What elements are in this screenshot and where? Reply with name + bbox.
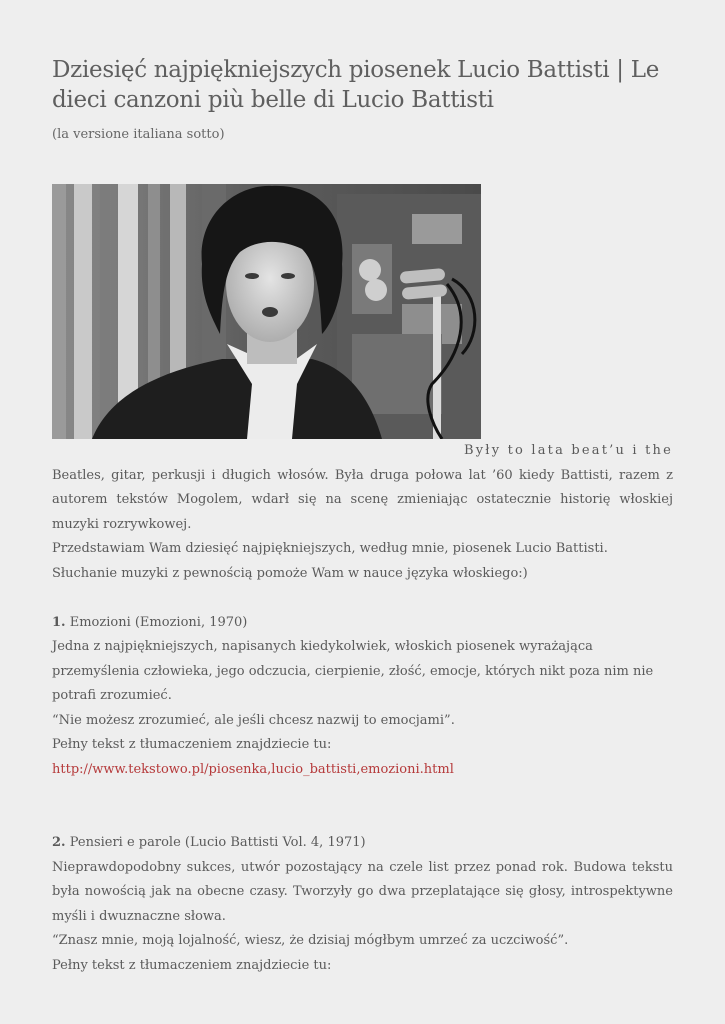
lyrics-label: Pełny tekst z tłumaczeniem znajdziecie tu: <box>52 957 332 973</box>
song-description: Jedna z najpiękniejszych, napisanych kiedykolwiek, włoskich piosenek wyrażająca przemyślenia człowieka, jego odczucia, cierpienie, złość, emocje, których nikt poza nim nie potrafi zrozumieć. <box>52 639 654 703</box>
intro-line: Były to lata beat’u i the <box>464 443 673 458</box>
song-quote: “Znasz mnie, moją lojalność, wiesz, że dzisiaj mógłbym umrzeć za uczciwość”. <box>52 933 569 948</box>
subtitle: (la versione italiana sotto) <box>52 127 225 142</box>
artist-photo <box>52 184 481 439</box>
song-number: 1. <box>52 614 66 630</box>
page-title: Dziesięć najpiękniejszych piosenek Lucio Battisti | Le dieci canzoni più belle di Lucio Battisti <box>52 57 660 113</box>
song-title: Emozioni (Emozioni, 1970) <box>69 614 248 630</box>
intro-paragraph-2: Przedstawiam Wam dziesięć najpiękniejszych, według mnie, piosenek Lucio Battisti. Słuchanie muzyki z pewnością pomoże Wam w nauce języka włoskiego:) <box>52 541 608 581</box>
song-quote: “Nie możesz zrozumieć, ale jeśli chcesz nazwij to emocjami”. <box>52 712 455 728</box>
lyrics-label: Pełny tekst z tłumaczeniem znajdziecie tu: <box>52 737 332 752</box>
song-number: 2. <box>52 835 66 850</box>
song-description: Nieprawdopodobny sukces, utwór pozostający na czele list przez ponad rok. Budowa tekstu była nowością jak na obecne czasy. Tworzyły go dwa przeplatające się głosy, introspektywne myśli i dwuznaczne słowa. <box>52 859 673 924</box>
intro-paragraph: Beatles, gitar, perkusji i długich włosów. Była druga połowa lat ’60 kiedy Battisti, razem z autorem tekstów Mogolem, wdarł się na scenę zmieniając ostatecznie historię włoskiej muzyki rozrywkowej. <box>52 467 673 532</box>
song-heading <box>52 611 673 636</box>
song-heading <box>52 831 673 856</box>
song-title: Pensieri e parole (Lucio Battisti Vol. 4, 1971) <box>69 835 366 850</box>
lyrics-link[interactable]: http://www.tekstowo.pl/piosenka,lucio_battisti,emozioni.html <box>52 761 454 777</box>
